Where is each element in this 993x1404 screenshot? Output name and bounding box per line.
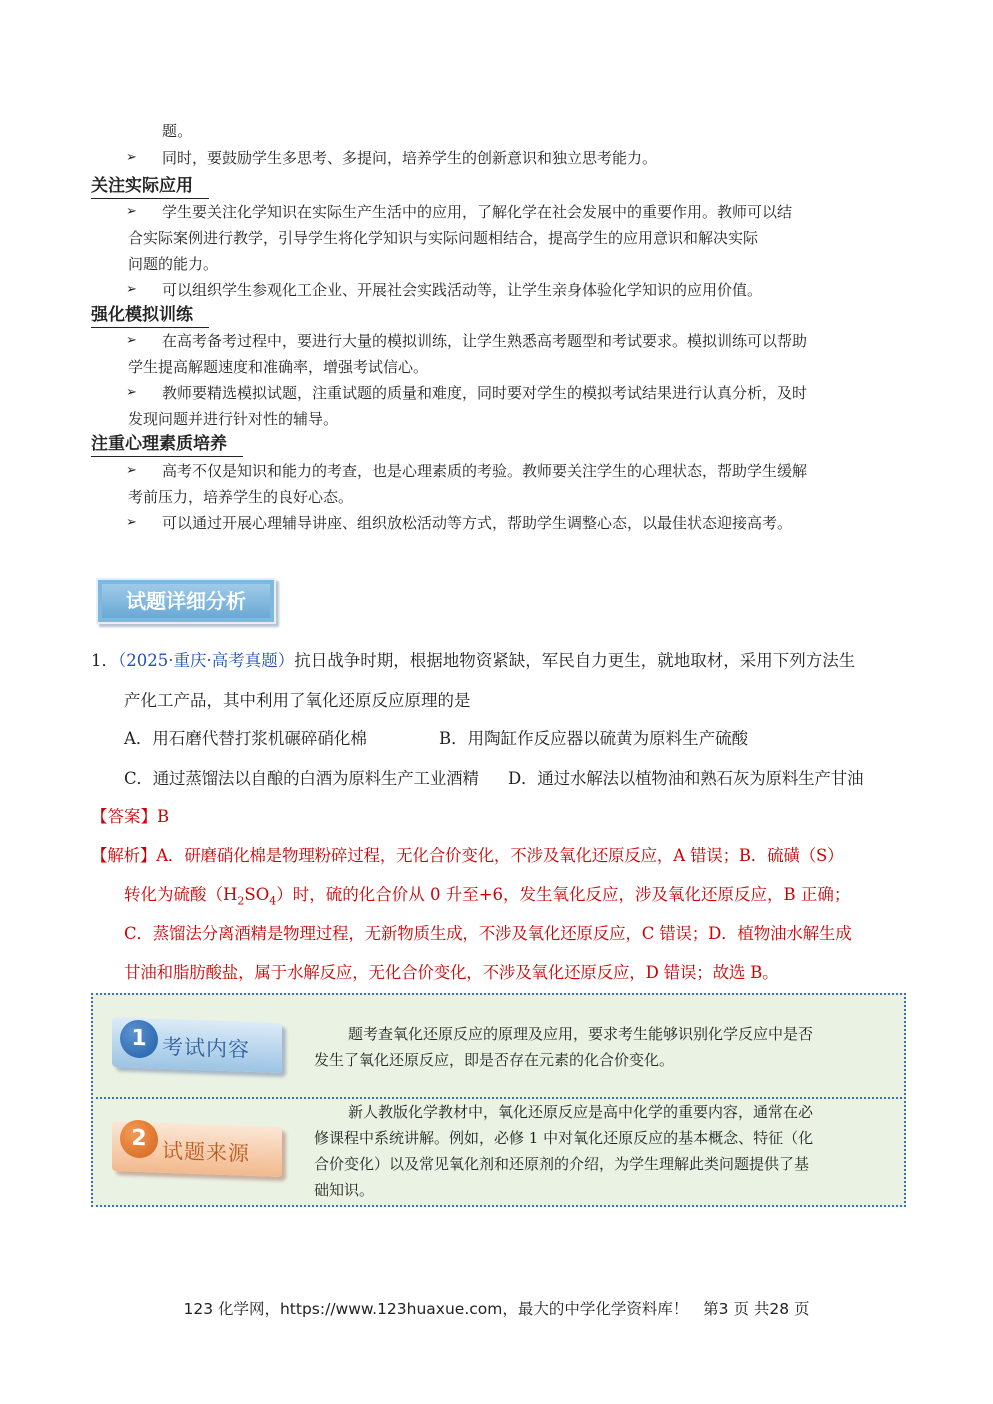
- question-source-badge: [112, 1121, 282, 1177]
- answer-value: B: [157, 807, 170, 826]
- bullet-text: 同时，要鼓励学生多思考、多提问，培养学生的创新意识和独立思考能力。: [162, 149, 658, 167]
- bullet-text: 可以组织学生参观化工企业、开展社会实践活动等，让学生亲身体验化学知识的应用价值。: [162, 281, 763, 299]
- answer-label: 【答案】: [91, 807, 157, 826]
- arrow-bullet-icon: ➢: [126, 282, 137, 297]
- arrow-bullet-icon: ➢: [126, 385, 137, 400]
- question-stem-cont: 产化工产品，其中利用了氧化还原反应原理的是: [124, 691, 471, 710]
- exam-content-badge: [112, 1017, 282, 1073]
- arrow-bullet-icon: ➢: [126, 333, 137, 348]
- explanation-line: 甘油和脂肪酸盐，属于水解反应，无化合价变化，不涉及氧化还原反应，D 错误；故选 B。: [124, 963, 779, 982]
- footer-page-number: 第3 页 共28 页: [703, 1300, 810, 1318]
- question-source-text: 新人教版化学教材中，氧化还原反应是高中化学的重要内容，通常在必 修课程中系统讲解。例如，必修 1 中对氧化还原反应的基本概念、特征（化 合价变化）以及常见氧化剂和还原剂的介绍，为学生理解此类问题提供了基 础知识。: [314, 1103, 814, 1199]
- option-d: D．通过水解法以植物油和熟石灰为原料生产甘油: [508, 769, 864, 788]
- bullet-text: 学生要关注化学知识在实际生产生活中的应用，了解化学在社会发展中的重要作用。教师可以结 合实际案例进行教学，引导学生将化学知识与实际问题相结合，提高学生的应用意识和解决实际 问题的能力。: [128, 203, 793, 273]
- arrow-bullet-icon: ➢: [126, 204, 137, 219]
- badge-number-1: 1: [120, 1019, 158, 1058]
- option-b: B．用陶缸作反应器以硫黄为原料生产硫酸: [439, 729, 749, 748]
- option-c: C．通过蒸馏法以自酿的白酒为原料生产工业酒精: [124, 769, 479, 788]
- explanation-line: 【解析】A．研磨硝化棉是物理粉碎过程，无化合价变化，不涉及氧化还原反应，A 错误；B．硫磺（S）: [91, 846, 844, 865]
- arrow-bullet-icon: ➢: [126, 515, 137, 530]
- section-heading: 注重心理素质培养: [91, 432, 243, 457]
- answer: [91, 804, 169, 830]
- bullet-text: 教师要精选模拟试题，注重试题的质量和难度，同时要对学生的模拟考试结果进行认真分析，及时 发现问题并进行针对性的辅导。: [128, 384, 808, 428]
- question-source-link[interactable]: （2025·重庆·高考真题）: [118, 651, 295, 670]
- question-stem: 1．（2025·重庆·高考真题）抗日战争时期，根据地物资紧缺，军民自力更生，就地取材，采用下列方法生: [91, 651, 856, 670]
- arrow-bullet-icon: ➢: [126, 150, 137, 165]
- question-number: 1．: [91, 651, 118, 670]
- explanation-line: 转化为硫酸$(H_2SO_4)$时，硫的化合价从 0 升至+6，发生氧化反应，涉及氧化还原反应，B 正确；: [124, 885, 851, 908]
- explanation-line: C．蒸馏法分离酒精是物理过程，无新物质生成，不涉及氧化还原反应，C 错误；D．植物油水解生成: [124, 924, 852, 943]
- exam-content-text: 题考查氧化还原反应的原理及应用，要求考生能够识别化学反应中是否 发生了氧化还原反应，即是否存在元素的化合价变化。: [314, 1025, 814, 1069]
- badge-number-2: 2: [120, 1119, 158, 1158]
- footer-site: 123 化学网，https://www.123huaxue.com，最大的中学化学资料库！: [183, 1300, 689, 1318]
- analysis-banner-label: 试题详细分析: [126, 589, 246, 613]
- bullet-text: 高考不仅是知识和能力的考查，也是心理素质的考验。教师要关注学生的心理状态，帮助学生缓解 考前压力，培养学生的良好心态。: [128, 462, 808, 506]
- section-heading: 强化模拟训练: [91, 303, 209, 328]
- arrow-bullet-icon: ➢: [126, 463, 137, 478]
- continued-text: 题。: [162, 122, 193, 140]
- option-a: A．用石磨代替打浆机碾碎硝化棉: [124, 729, 367, 748]
- analysis-banner: [96, 578, 276, 624]
- bullet-text: 在高考备考过程中，要进行大量的模拟训练，让学生熟悉高考题型和考试要求。模拟训练可以帮助 学生提高解题速度和准确率，增强考试信心。: [128, 332, 808, 376]
- bullet-text: 可以通过开展心理辅导讲座、组织放松活动等方式，帮助学生调整心态，以最佳状态迎接高考。: [162, 514, 793, 532]
- exam-content-label: 考试内容: [162, 1034, 250, 1062]
- section-heading: 关注实际应用: [91, 174, 209, 199]
- explanation-label: 【解析】: [91, 846, 157, 865]
- page-footer: [0, 1297, 993, 1321]
- question-source-label: 试题来源: [162, 1138, 250, 1166]
